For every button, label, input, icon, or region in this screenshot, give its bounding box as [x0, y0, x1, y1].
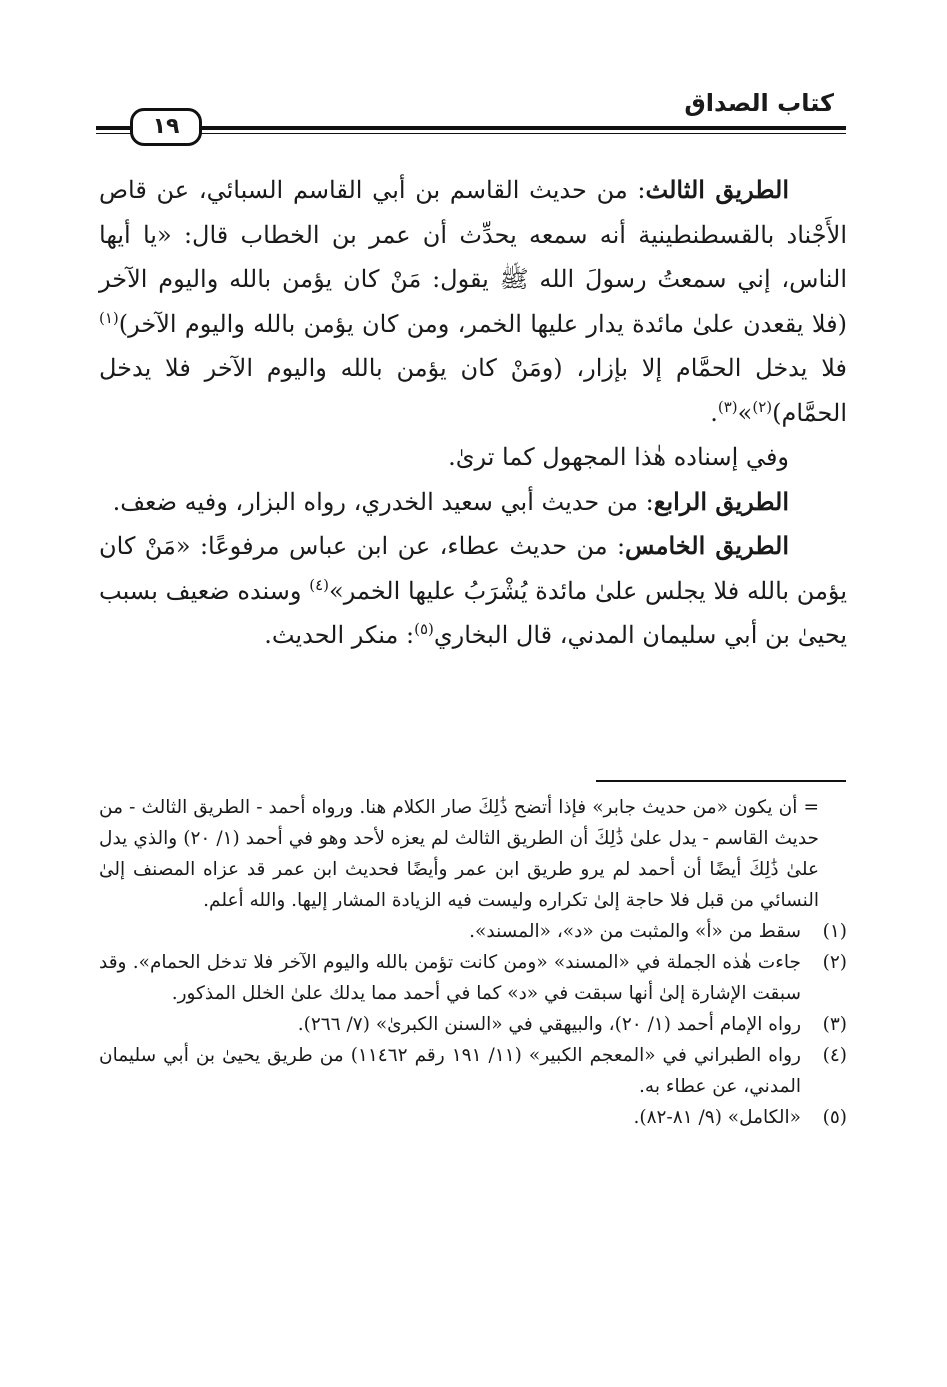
footnote-number: (٢)	[822, 952, 847, 973]
header-rule-thin	[96, 133, 846, 134]
footnote-ref-5: (٥)	[414, 620, 434, 638]
footnote-ref-2: (٢)	[752, 397, 773, 416]
footnote-number: (٥)	[822, 1107, 847, 1128]
footnote-ref-4: (٤)	[309, 575, 330, 594]
fourth-path-text: : من حديث أبي سعيد الخدري، رواه البزار، وفيه ضعف.	[112, 487, 654, 516]
footnotes	[99, 792, 847, 1133]
page-header	[96, 82, 846, 152]
footnote-2	[99, 947, 847, 1009]
page-number: ١٩	[130, 108, 202, 146]
third-path-text-4: .	[710, 398, 718, 427]
third-path-text-3: »	[737, 398, 753, 427]
footnote-text: «الكامل» (٩/ ٨١-٨٢).	[633, 1107, 801, 1128]
fifth-path-text-3: : منكر الحديث.	[264, 621, 415, 649]
footnote-text: سقط من «أ» والمثبت من «د»، «المسند».	[469, 921, 801, 942]
footnote-ref-1: (١)	[99, 308, 119, 327]
fifth-path-text: : من حديث عطاء، عن ابن عباس مرفوعًا: «مَنْ كان يؤمن بالله فلا يجلس علىٰ مائدة يُشْرَبُ عليها الخمر»	[99, 532, 847, 605]
footnote-text: رواه الطبراني في «المعجم الكبير» (١١/ ١٩١ رقم ١١٤٦٢) من طريق يحيىٰ بن أبي سليمان المدني، عن عطاء به.	[99, 1045, 801, 1097]
footnote-number: (٤)	[822, 1045, 847, 1066]
book-title: كتاب الصداق	[684, 89, 834, 117]
paragraph-isnad-note	[99, 435, 847, 480]
fifth-path-label: الطريق الخامس	[625, 531, 789, 560]
footnote-5	[99, 1102, 847, 1133]
footnote-ref-3: (٣)	[717, 397, 738, 416]
footnote-1	[99, 916, 847, 947]
fifth-path-text-2: وسنده ضعيف بسبب يحيىٰ بن أبي سليمان المدني، قال البخاري	[99, 576, 847, 649]
header-rule-thick	[96, 126, 846, 130]
footnote-3	[99, 1009, 847, 1040]
footnote-text: جاءت هٰذه الجملة في «المسند» «ومن كانت تؤمن بالله واليوم الآخر فلا تدخل الحمام». وقد سبقت الإشارة إلىٰ أنها سبقت في «د» كما في أحمد مما يدلك علىٰ الخلل المذكور.	[99, 952, 801, 1004]
footnote-continuation: = أن يكون «من حديث جابر» فإذا أتضح ذَٰلِكَ صار الكلام هنا. ورواه أحمد - الطريق الثالث - من حديث القاسم - يدل علىٰ ذَٰلِكَ أن الطريق الثالث لم يعزه لأحد وهو في أحمد (١/ ٢٠) والذي يدل علىٰ ذَٰلِكَ أيضًا أن أحمد لم يرو طريق ابن عمر وأيضًا فحديث ابن عمر قد عزاه المصنف إلىٰ النسائي من قبل فلا حاجة إلىٰ تكراره وليست فيه الزيادة المشار إليها. والله أعلم.	[99, 797, 819, 911]
paragraph-fifth-path	[99, 524, 847, 658]
fourth-path-label: الطريق الرابع	[653, 486, 789, 516]
third-path-text-2: فلا يدخل الحمَّام إلا بإزار، (ومَنْ كان يؤمن بالله واليوم الآخر فلا يدخل الحمَّام)	[99, 354, 847, 427]
third-path-label: الطريق الثالث	[645, 175, 790, 204]
main-text	[99, 168, 847, 658]
paragraph-third-path	[99, 168, 847, 435]
footnote-number: (٣)	[822, 1014, 847, 1035]
footnote-4	[99, 1040, 847, 1102]
third-path-text: : من حديث القاسم بن أبي القاسم السبائي، عن قاص الأَجْناد بالقسطنطينية أنه سمعه يحدِّث أن عمر بن الخطاب قال: «يا أيها الناس، إني سمعتُ رسولَ الله ﷺ يقول: مَنْ كان يؤمن بالله واليوم الآخر (فلا يقعدن علىٰ مائدة يدار عليها الخمر، ومن كان يؤمن بالله واليوم الآخر)	[99, 176, 847, 338]
footnote-number: (١)	[822, 921, 847, 942]
paragraph-fourth-path	[99, 480, 847, 525]
isnad-note-text: وفي إسناده هٰذا المجهول كما ترىٰ.	[448, 443, 789, 471]
footnote-separator	[596, 780, 846, 782]
footnote-text: رواه الإمام أحمد (١/ ٢٠)، والبيهقي في «السنن الكبرىٰ» (٧/ ٢٦٦).	[297, 1014, 801, 1035]
